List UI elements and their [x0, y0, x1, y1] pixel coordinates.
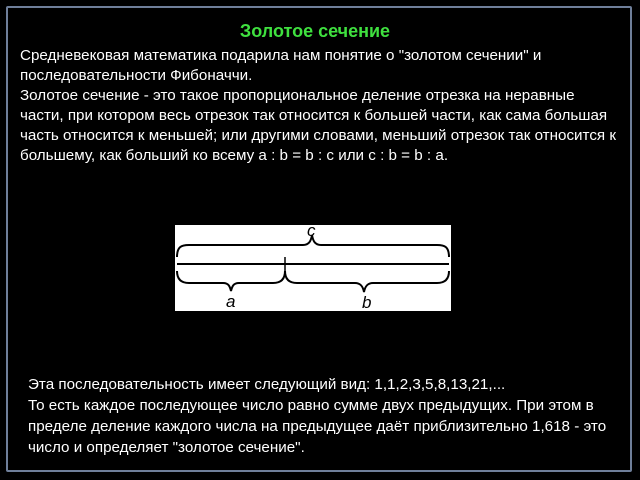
brace-large: [285, 271, 449, 292]
brace-small: [177, 271, 285, 291]
intro-text: [20, 46, 620, 166]
label-a: a: [226, 292, 236, 311]
outro-paragraph: Эта последовательность имеет следующий вид: 1,1,2,3,5,8,13,21,...: [28, 376, 506, 393]
golden-section-diagram: [175, 221, 451, 312]
outro-text: [28, 374, 623, 458]
slide-title: Золотое сечение: [239, 21, 391, 41]
intro-paragraph: Средневековая математика подарила нам понятие о "золотом сечении" и последовательности Фибоначчи.: [20, 47, 542, 84]
outro-paragraph: То есть каждое последующее число равно сумме двух предыдущих. При этом в пределе деление каждого числа на предыдущее даёт приблизительно 1,618 - это число и определяет "золотое сечение".: [28, 397, 607, 456]
intro-paragraph: Золотое сечение - это такое пропорциональное деление отрезка на неравные части, при котором весь отрезок так относится к большей части, как сама большая часть относится к меньшей; или другими словами, меньший отрезок так относится к большему, как больший ко всему a : b = b : c или c : b = b : a.: [20, 87, 617, 164]
label-c: c: [307, 221, 316, 240]
label-b: b: [362, 293, 372, 312]
